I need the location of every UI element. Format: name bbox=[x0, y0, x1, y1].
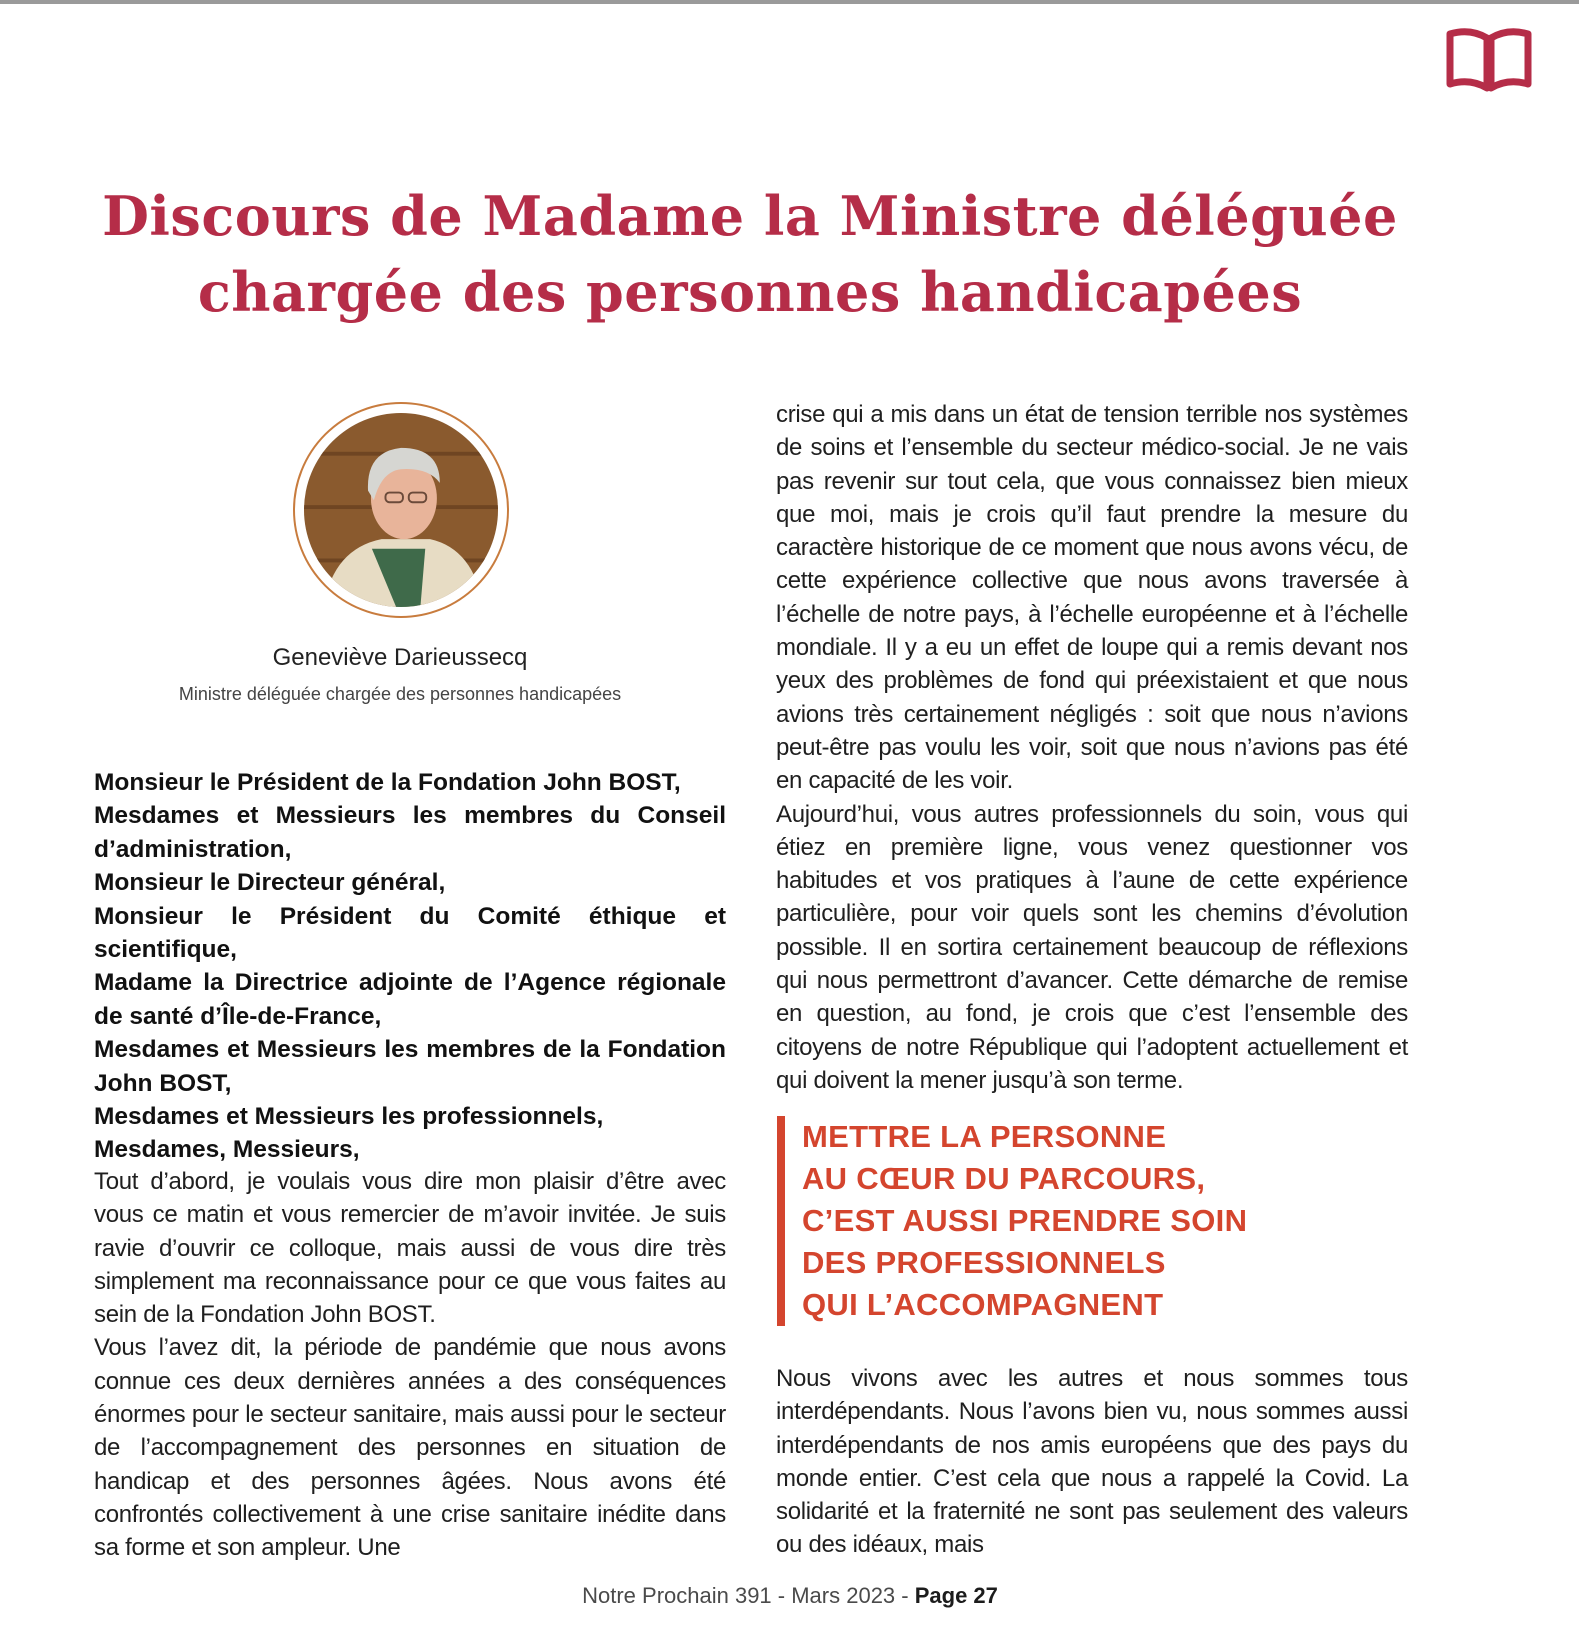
photo-caption-name: Geneviève Darieussecq bbox=[272, 644, 528, 671]
pull-quote-line: QUI L’ACCOMPAGNENT bbox=[802, 1287, 1164, 1322]
paragraph: crise qui a mis dans un état de tension terrible nos systèmes de soins et l’ensemble du secteur médico-social. Je ne vais pas revenir sur tout cela, que vous connaissez bien mieux que moi, mais je crois qu’il faut prendre la mesure du caractère historique de ce moment que nous avons vécu, de cette expérience collective que nous avons traversée à l’échelle de notre pays, à l’échelle européenne et à l’échelle mondiale. Il y a eu un effet de loupe qui a remis devant nos yeux des problèmes de fond qui préexistaient et que nous avions très certainement négligés : soit que nous n’avions peut-être pas voulu les voir, soit que nous n’avions pas été en capacité de les voir. bbox=[776, 401, 1408, 795]
footer-publication: Notre Prochain 391 - Mars 2023 - bbox=[582, 1583, 915, 1608]
title-line-1: Discours de Madame la Ministre déléguée bbox=[102, 184, 1398, 248]
title-line-2: chargée des personnes handicapées bbox=[197, 260, 1303, 324]
paragraph: Vous l’avez dit, la période de pandémie que nous avons connue ces deux dernières années a des conséquences énormes pour le secteur sanitaire, mais aussi pour le secteur de l’accompagnement des personnes en situation de handicap et des personnes âgées. Nous avons été confrontés collectivement à une crise sanitaire inédite dans sa forme et son ampleur. Une bbox=[94, 1334, 726, 1562]
paragraph: Aujourd’hui, vous autres professionnels du soin, vous qui étiez en première ligne, vous venez questionner vos habitudes et vos pratiques à l’aune de cette expérience particulière, pour voir quels sont les chemins d’évolution possible. Il en sortira certainement beaucoup de réflexions qui nous permettront d’avancer. Cette démarche de remise en question, au fond, je crois que c’est l’ensemble des citoyens de notre République qui l’adoptent actuellement et qui doivent la mener jusqu’à son terme. bbox=[776, 800, 1408, 1094]
salutation-line: Monsieur le Président du Comité éthique et scientifique, bbox=[94, 902, 726, 964]
left-column-body bbox=[94, 1165, 726, 1565]
right-column-body-top bbox=[776, 398, 1408, 1097]
salutation-line: Madame la Directrice adjointe de l’Agence régionale de santé d’Île-de-France, bbox=[94, 969, 726, 1030]
salutation-block bbox=[94, 766, 726, 1167]
open-book-icon bbox=[1444, 24, 1534, 94]
paragraph: Tout d’abord, je voulais vous dire mon plaisir d’être avec vous ce matin et vous remercier de m’avoir invitée. Je suis ravie d’ouvrir ce colloque, mais aussi de vous dire très simplement ma reconnaissance pour ce que vous faites au sein de la Fondation John BOST. bbox=[94, 1168, 726, 1329]
portrait-photo bbox=[293, 402, 509, 618]
photo-caption-role: Ministre déléguée chargée des personnes handicapées bbox=[178, 684, 622, 704]
pull-quote-line: DES PROFESSIONNELS bbox=[802, 1245, 1166, 1280]
page-footer bbox=[400, 1582, 1180, 1610]
pull-quote-line: METTRE LA PERSONNE bbox=[802, 1119, 1167, 1154]
pull-quote-line: AU CŒUR DU PARCOURS, bbox=[802, 1161, 1206, 1196]
salutation-line: Monsieur le Directeur général, bbox=[94, 869, 446, 897]
salutation-line: Mesdames et Messieurs les membres du Conseil d’administration, bbox=[94, 802, 726, 863]
salutation-line: Monsieur le Président de la Fondation John BOST, bbox=[94, 769, 681, 796]
salutation-line: Mesdames et Messieurs les membres de la Fondation John BOST, bbox=[94, 1036, 726, 1097]
pull-quote bbox=[777, 1116, 1362, 1326]
right-column-body-bottom bbox=[776, 1362, 1408, 1562]
footer-page-number: Page 27 bbox=[914, 1583, 998, 1608]
top-edge-line bbox=[0, 0, 1579, 4]
article-title bbox=[60, 178, 1440, 330]
paragraph: Nous vivons avec les autres et nous sommes tous interdépendants. Nous l’avons bien vu, nous sommes aussi interdépendants de nos amis européens que des pays du monde entier. C’est cela que nous a rappelé la Covid. La solidarité et la fraternité ne sont pas seulement des valeurs ou des idéaux, mais bbox=[776, 1365, 1408, 1559]
pull-quote-line: C’EST AUSSI PRENDRE SOIN bbox=[802, 1203, 1248, 1238]
salutation-line: Mesdames et Messieurs les professionnels, bbox=[94, 1103, 604, 1131]
salutation-line: Mesdames, Messieurs, bbox=[94, 1136, 360, 1164]
